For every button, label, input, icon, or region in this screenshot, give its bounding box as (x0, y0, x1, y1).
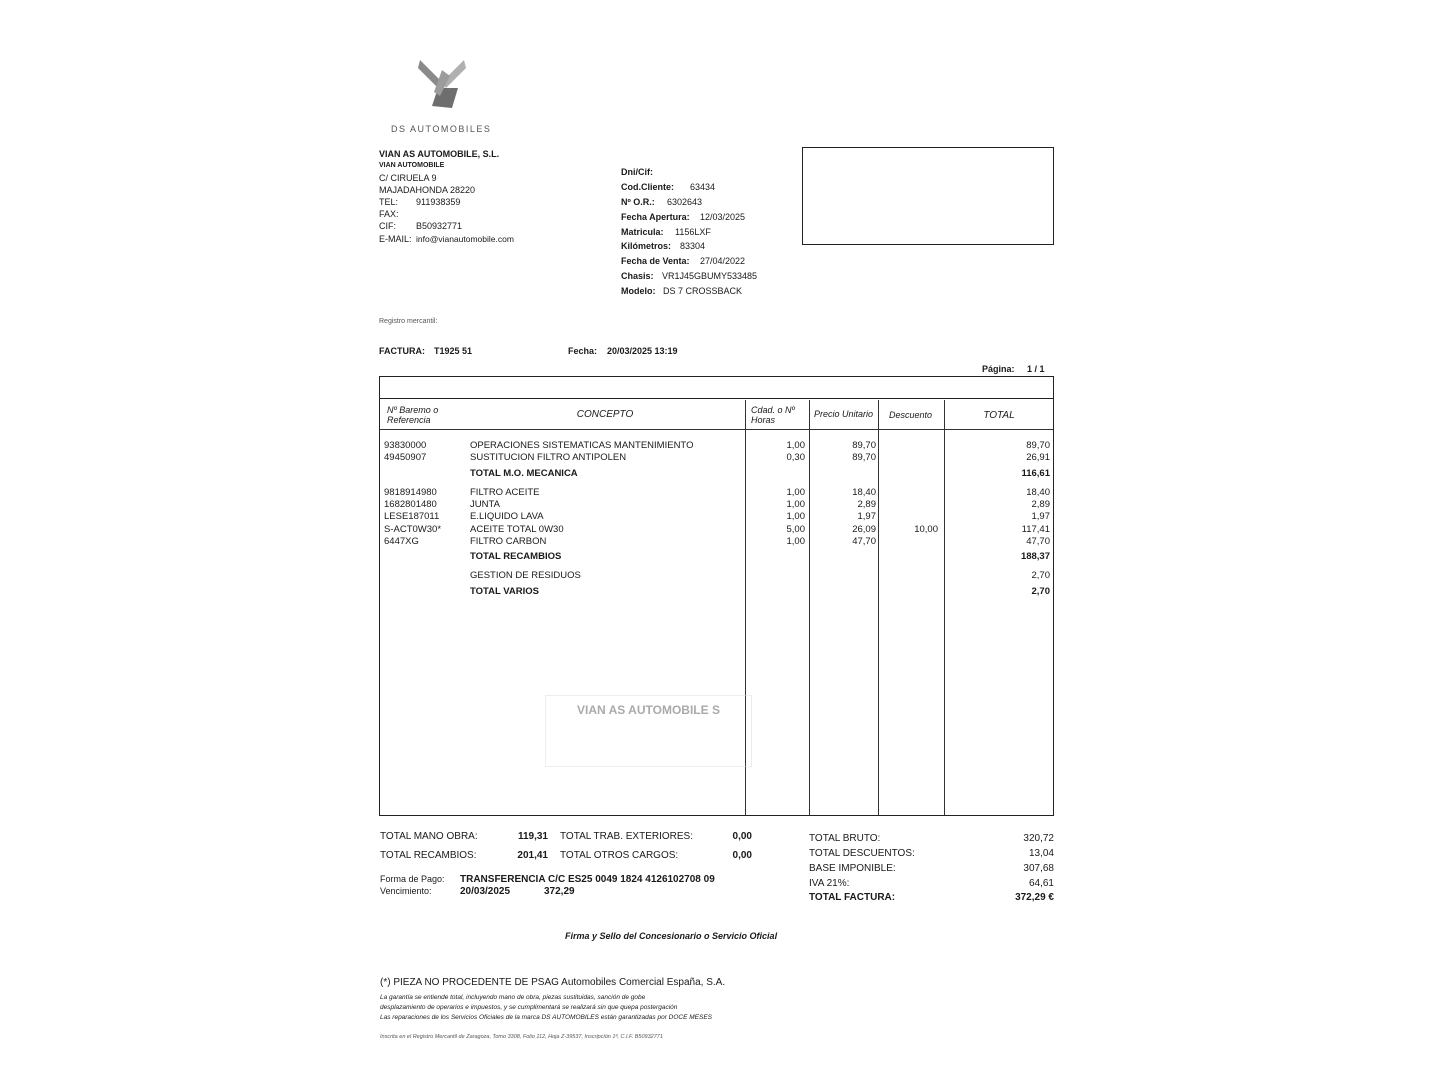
descuentos: 13,04 (1028, 848, 1054, 859)
table-row (380, 536, 1055, 548)
row-price: 2,89 (857, 499, 876, 510)
row-price: 47,70 (852, 536, 876, 547)
row-total: 2,70 (1031, 570, 1050, 581)
row-concept: JUNTA (470, 499, 500, 510)
header-precio: Precio Unitario (814, 409, 874, 419)
iva: 64,61 (1028, 878, 1054, 889)
row-total: 2,89 (1031, 499, 1050, 510)
mano-obra: 119,31 (517, 831, 548, 842)
km-label: Kilómetros: (621, 241, 672, 251)
otros-label: TOTAL OTROS CARGOS: (560, 850, 679, 861)
row-discount: 10,00 (914, 524, 938, 535)
row-ref: S-ACT0W30* (384, 524, 442, 535)
row-concept: GESTION DE RESIDUOS (470, 570, 581, 581)
table-row (380, 468, 1055, 480)
registro-line: Inscrita en el Registro Mercantil de Zaragoza, Tomo 3308, Folio 112, Hoja Z-39537, Inscripción 1ª, C.I.F. B50932771 (380, 1034, 663, 1040)
row-qty: 0,30 (786, 452, 805, 463)
factura-label: FACTURA: (379, 346, 425, 356)
forma-pago-label: Forma de Pago: (380, 874, 445, 884)
table-row (380, 586, 1055, 598)
cod-cliente: 63434 (690, 182, 716, 192)
row-qty: 1,00 (786, 511, 805, 522)
table-row (380, 511, 1055, 523)
dealer-city: MAJADAHONDA 28220 (379, 185, 476, 195)
modelo: DS 7 CROSSBACK (663, 286, 743, 296)
descuentos-label: TOTAL DESCUENTOS: (809, 848, 915, 859)
firma-sello: Firma y Sello del Concesionario o Servicio Oficial (565, 931, 778, 941)
row-concept: E.LIQUIDO LAVA (470, 511, 544, 522)
bruto-label: TOTAL BRUTO: (809, 833, 881, 844)
logo-text: DS AUTOMOBILES (391, 124, 492, 134)
table-row (380, 570, 1055, 582)
header-cantidad: Cdad. o Nº Horas (751, 405, 795, 425)
dealer-email-label: E-MAIL: (379, 234, 412, 244)
total-factura: 372,29 € (1015, 892, 1054, 903)
header-descuento: Descuento (889, 410, 933, 420)
or-number: 6302643 (667, 197, 703, 207)
row-concept: FILTRO CARBON (470, 536, 547, 547)
row-concept: TOTAL RECAMBIOS (470, 551, 562, 562)
recambios-label: TOTAL RECAMBIOS: (380, 850, 477, 861)
fecha-label: Fecha: (568, 346, 598, 356)
recambios: 201,41 (517, 850, 548, 861)
trab-ext-label: TOTAL TRAB. EXTERIORES: (560, 831, 693, 842)
row-qty: 1,00 (786, 440, 805, 451)
table-row (380, 499, 1055, 511)
legal-2: desplazamiento de operarios e impuestos, y se cumplimentará se realizará sin que quepa postergación (380, 1004, 678, 1011)
dealer-tel-label: TEL: (379, 197, 399, 207)
chasis: VR1J45GBUMY533485 (662, 271, 758, 281)
header-total: TOTAL (983, 410, 1015, 421)
row-qty: 1,00 (786, 499, 805, 510)
registro-mercantil: Registro mercantil: (379, 318, 438, 325)
dealer-tel: 911938359 (416, 197, 461, 207)
dealer-cif: B50932771 (416, 221, 463, 231)
row-qty: 5,00 (786, 524, 805, 535)
row-ref: 49450907 (384, 452, 427, 463)
matricula-label: Matricula: (621, 227, 664, 237)
row-concept: TOTAL M.O. MECANICA (470, 468, 578, 479)
apertura-label: Fecha Apertura: (621, 212, 690, 222)
venta-label: Fecha de Venta: (621, 256, 690, 266)
row-price: 1,97 (857, 511, 876, 522)
row-price: 89,70 (852, 440, 876, 451)
legal-3: Las reparaciones de los Servicios Oficiales de la marca DS AUTOMOBILES están garantizadas por DOCE MESES (380, 1014, 713, 1021)
table-row (380, 487, 1055, 499)
mano-obra-label: TOTAL MANO OBRA: (380, 831, 478, 842)
pieza-note: (*) PIEZA NO PROCEDENTE DE PSAG Automobiles Comercial España, S.A. (380, 977, 726, 988)
vencimiento-label: Vencimiento: (380, 886, 432, 896)
row-concept: OPERACIONES SISTEMATICAS MANTENIMIENTO (470, 440, 694, 451)
table-row (380, 452, 1055, 464)
factura-number: T1925 51 (434, 346, 473, 356)
legal-1: La garantía se entiende total, incluyendo mano de obra, piezas sustituidas, sanción de gobe (380, 994, 646, 1001)
cod-cliente-label: Cod.Cliente: (621, 182, 674, 192)
table-row (380, 551, 1055, 563)
row-price: 18,40 (852, 487, 876, 498)
venta-date: 27/04/2022 (700, 256, 746, 266)
row-total: 117,41 (1021, 524, 1050, 535)
dealer-stamp (545, 695, 752, 767)
row-total: 188,37 (1020, 551, 1050, 562)
base-label: BASE IMPONIBLE: (809, 863, 896, 874)
row-ref: 6447XG (384, 536, 419, 547)
row-ref: 1682801480 (384, 499, 437, 510)
bruto: 320,72 (1023, 833, 1054, 844)
base: 307,68 (1023, 863, 1054, 874)
forma-pago: TRANSFERENCIA C/C ES25 0049 1824 4126102708 09 (460, 874, 715, 885)
row-concept: TOTAL VARIOS (470, 586, 539, 597)
otros: 0,00 (732, 850, 752, 861)
row-total: 18,40 (1026, 487, 1050, 498)
dealer-fax-label: FAX: (379, 209, 399, 219)
header-concepto: CONCEPTO (576, 409, 634, 420)
matricula: 1156LXF (675, 227, 711, 237)
row-concept: ACEITE TOTAL 0W30 (470, 524, 564, 535)
total-factura-label: TOTAL FACTURA: (809, 892, 896, 903)
chasis-label: Chasis: (621, 271, 654, 281)
row-total: 89,70 (1026, 440, 1050, 451)
row-ref: LESE187011 (384, 511, 440, 522)
row-total: 47,70 (1026, 536, 1050, 547)
km: 83304 (680, 241, 706, 251)
pagina-label: Página: (982, 364, 1015, 374)
or-label: Nº O.R.: (621, 197, 655, 207)
table-row (380, 524, 1055, 536)
address-box (802, 147, 1054, 245)
iva-label: IVA 21%: (809, 878, 850, 889)
row-total: 1,97 (1031, 511, 1050, 522)
row-qty: 1,00 (786, 487, 805, 498)
vencimiento-date: 20/03/2025 (460, 886, 511, 897)
ds-logo (412, 54, 472, 114)
row-concept: FILTRO ACEITE (470, 487, 540, 498)
dealer-cif-label: CIF: (379, 221, 396, 231)
modelo-label: Modelo: (621, 286, 656, 296)
ds-logo-icon (412, 54, 472, 114)
pagina-value: 1 / 1 (1027, 364, 1045, 374)
dealer-subname: VIAN AUTOMOBILE (379, 162, 445, 169)
apertura-date: 12/03/2025 (700, 212, 746, 222)
row-concept: SUSTITUCION FILTRO ANTIPOLEN (470, 452, 627, 463)
dealer-street: C/ CIRUELA 9 (379, 173, 437, 183)
dealer-name: VIAN AS AUTOMOBILE, S.L. (379, 149, 500, 159)
vencimiento-amount: 372,29 (544, 886, 575, 897)
row-price: 26,09 (852, 524, 876, 535)
row-ref: 93830000 (384, 440, 427, 451)
fecha-value: 20/03/2025 13:19 (607, 346, 678, 356)
dealer-email: info@vianautomobile.com (416, 234, 514, 244)
row-ref: 9818914980 (384, 487, 437, 498)
table-row (380, 440, 1055, 452)
row-total: 26,91 (1026, 452, 1050, 463)
dni-label: Dni/Cif: (621, 167, 653, 177)
row-total: 2,70 (1031, 586, 1050, 597)
stamp-text: VIAN AS AUTOMOBILE S (577, 703, 720, 717)
row-total: 116,61 (1021, 468, 1050, 479)
header-ref: Nº Baremo o Referencia (387, 405, 439, 425)
trab-ext: 0,00 (732, 831, 752, 842)
row-qty: 1,00 (786, 536, 805, 547)
row-price: 89,70 (852, 452, 876, 463)
